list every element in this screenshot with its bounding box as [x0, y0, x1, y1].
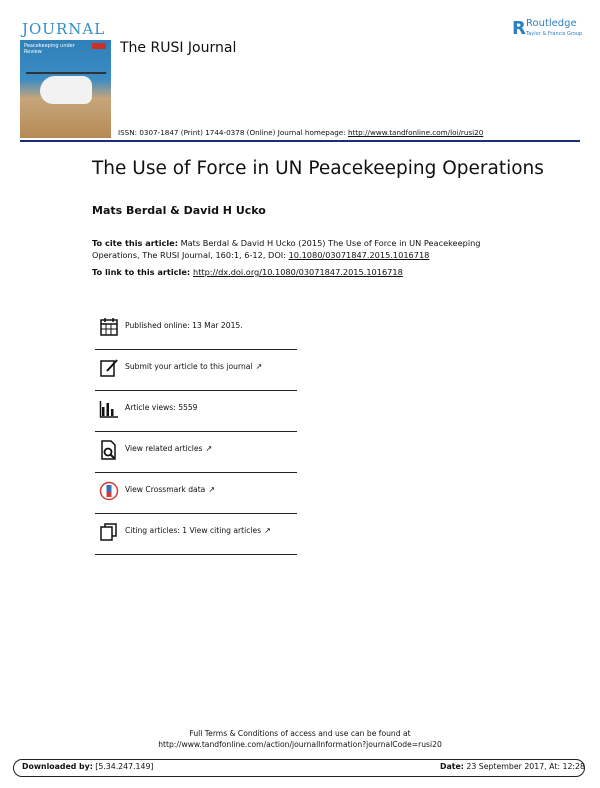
external-link-icon: ↗	[208, 485, 216, 494]
bar-chart-icon	[99, 399, 119, 419]
external-link-icon: ↗	[255, 362, 263, 371]
rusi-logo	[92, 43, 106, 49]
citation-line-1: To cite this article: Mats Berdal & David H Ucko (2015) The Use of Force in UN Peacekeeping	[92, 238, 481, 248]
download-date: Date: 23 September 2017, At: 12:28	[440, 762, 585, 771]
link-to-article: To link to this article: http://dx.doi.org/10.1080/03071847.2015.1016718	[92, 267, 403, 277]
publisher-sub: Taylor & Francis Group	[526, 31, 583, 37]
submit-article-row[interactable]	[95, 350, 297, 391]
citation-line-2: Operations, The RUSI Journal, 160:1, 6-12, DOI: 10.1080/03071847.2015.1016718	[92, 250, 430, 260]
article-authors: Mats Berdal & David H Ucko	[92, 204, 266, 217]
journal-name: The RUSI Journal	[120, 40, 237, 56]
submit-article-link[interactable]: Submit your article to this journal	[125, 362, 253, 371]
helicopter-graphic	[40, 76, 92, 104]
article-views-label: Article views: 5559	[125, 403, 198, 412]
issn-line: ISSN: 0307-1847 (Print) 1744-0378 (Online) Journal homepage: http://www.tandfonline.com/loi/rusi20	[118, 128, 484, 137]
article-info-panel	[95, 309, 297, 555]
article-views-row	[95, 391, 297, 432]
related-articles-link[interactable]: View related articles	[125, 444, 203, 453]
citing-articles-row[interactable]	[95, 514, 297, 555]
article-title: The Use of Force in UN Peacekeeping Operations	[92, 158, 544, 179]
routledge-logo	[512, 18, 592, 42]
calendar-icon	[99, 317, 119, 337]
search-document-icon	[99, 440, 119, 460]
external-link-icon: ↗	[205, 444, 213, 453]
published-online-label: Published online: 13 Mar 2015.	[125, 321, 243, 330]
journal-cover-image	[20, 18, 111, 138]
routledge-r-icon: R	[512, 18, 526, 39]
journal-homepage-link[interactable]: http://www.tandfonline.com/loi/rusi20	[347, 128, 484, 137]
terms-notice: Full Terms & Conditions of access and use can be found at http://www.tandfonline.com/action/journalInformation?journalCode=rusi20	[0, 728, 600, 750]
crossmark-row[interactable]	[95, 473, 297, 514]
terms-link[interactable]: http://www.tandfonline.com/action/journalInformation?journalCode=rusi20	[158, 740, 442, 749]
published-online-row	[95, 309, 297, 350]
doi-link[interactable]: 10.1080/03071847.2015.1016718	[288, 250, 430, 260]
downloaded-by: Downloaded by: [5.34.247.149]	[22, 762, 154, 771]
cover-tagline: Peacekeeping under Review	[24, 43, 75, 55]
publisher-name: Routledge	[526, 18, 577, 29]
crossmark-link[interactable]: View Crossmark data	[125, 485, 206, 494]
header-divider	[20, 140, 580, 142]
edit-icon	[99, 358, 119, 378]
citing-documents-icon	[99, 522, 119, 542]
crossmark-icon	[99, 481, 119, 501]
article-doi-url[interactable]: http://dx.doi.org/10.1080/03071847.2015.1016718	[193, 267, 403, 277]
citing-articles-link[interactable]: Citing articles: 1 View citing articles	[125, 526, 262, 535]
related-articles-row[interactable]	[95, 432, 297, 473]
external-link-icon: ↗	[264, 526, 271, 535]
cover-masthead: JOURNAL	[20, 18, 111, 40]
